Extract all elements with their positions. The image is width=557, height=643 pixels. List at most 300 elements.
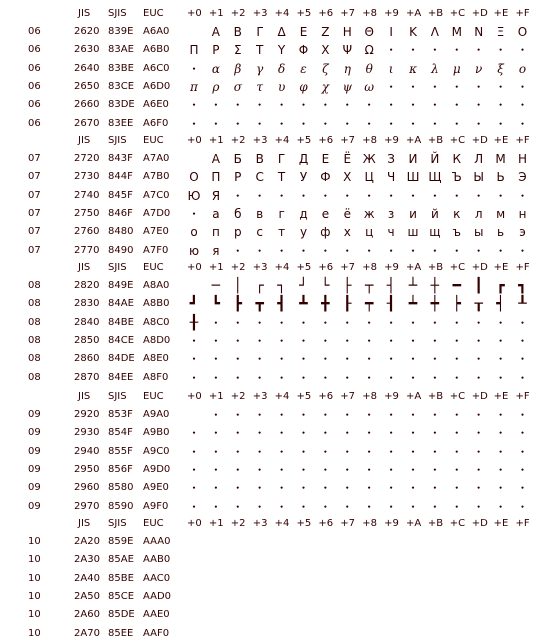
glyph-cell: ・ (231, 98, 244, 113)
glyph-cell: ・ (385, 352, 398, 367)
glyph-cell: λ (431, 61, 439, 76)
row-number: 09 (28, 409, 41, 420)
glyph-cell: х (343, 225, 351, 240)
jis-code: 2650 (74, 80, 100, 92)
column-header: +F (515, 391, 530, 402)
table-section-row-07 (0, 135, 557, 258)
glyph-cell: ・ (516, 352, 529, 367)
header-jis: JIS (78, 518, 91, 529)
glyph-cell: ・ (450, 462, 463, 477)
glyph-cell: ・ (187, 98, 200, 113)
glyph-cell: ・ (209, 315, 222, 330)
column-header: +9 (384, 262, 399, 273)
column-header: +E (493, 135, 509, 146)
column-header: +B (427, 8, 444, 19)
jis-code: 2640 (74, 62, 100, 74)
glyph-cell: ┬ (364, 278, 374, 294)
glyph-cell: ・ (187, 481, 200, 496)
glyph-cell: и (409, 206, 417, 221)
glyph-cell: ・ (428, 116, 441, 131)
row-number: 06 (28, 26, 41, 37)
glyph-cell: Ζ (321, 25, 330, 39)
glyph-cell: Π (189, 43, 199, 58)
column-header: +D (471, 391, 488, 402)
glyph-cell: ・ (406, 79, 419, 94)
column-header: +8 (362, 8, 377, 19)
glyph-cell: ・ (319, 481, 332, 496)
glyph-cell: Г (277, 152, 286, 166)
column-header: +D (471, 135, 488, 146)
jis-code: 2740 (74, 189, 100, 201)
jis-code: 2970 (74, 500, 100, 512)
glyph-cell: ・ (428, 243, 441, 258)
sjis-code: 846F (108, 207, 133, 219)
glyph-cell: ・ (363, 462, 376, 477)
glyph-cell: ┛ (189, 296, 199, 313)
column-header: +C (449, 262, 466, 273)
glyph-cell: ・ (516, 43, 529, 58)
glyph-cell: ・ (494, 315, 507, 330)
glyph-cell: ・ (494, 43, 507, 58)
glyph-cell: Ъ (451, 170, 462, 185)
glyph-cell: ・ (297, 188, 310, 203)
column-header: +0 (187, 135, 202, 146)
column-header: +A (406, 135, 422, 146)
glyph-cell: ・ (516, 333, 529, 348)
column-header: +D (471, 518, 488, 529)
jis-code: 2630 (74, 44, 100, 56)
glyph-cell: ・ (450, 408, 463, 422)
sjis-code: 8580 (108, 482, 134, 494)
column-header: +0 (187, 8, 202, 19)
glyph-cell: ・ (275, 188, 288, 203)
glyph-cell: ・ (450, 370, 463, 385)
glyph-cell: ・ (516, 444, 529, 459)
glyph-cell: ・ (253, 370, 266, 385)
euc-code: A8D0 (143, 334, 171, 346)
row-number: 10 (28, 536, 41, 547)
glyph-cell: ・ (319, 243, 332, 258)
glyph-cell: ・ (406, 43, 419, 58)
glyph-cell: ・ (341, 116, 354, 131)
glyph-cell: ┏ (496, 278, 505, 294)
glyph-cell: Η (342, 25, 352, 39)
column-header: +9 (384, 135, 399, 146)
euc-code: AAA0 (143, 536, 171, 547)
glyph-cell: Ψ (342, 43, 353, 58)
column-header: +4 (274, 518, 290, 529)
glyph-cell: ・ (297, 444, 310, 459)
glyph-cell: ・ (275, 243, 288, 258)
glyph-cell: ・ (341, 481, 354, 496)
glyph-cell: │ (233, 278, 243, 294)
row-number: 07 (28, 189, 41, 201)
euc-code: A8B0 (143, 298, 170, 310)
glyph-cell: ω (364, 79, 375, 94)
glyph-cell: ・ (385, 333, 398, 348)
column-header: +3 (252, 135, 268, 146)
glyph-cell: ・ (363, 116, 376, 131)
glyph-cell: ・ (275, 333, 288, 348)
glyph-cell: ・ (209, 408, 222, 422)
glyph-cell: ・ (428, 481, 441, 496)
glyph-cell: α (211, 61, 220, 76)
glyph-cell: ┷ (408, 296, 418, 313)
column-header: +A (406, 391, 422, 402)
row-number: 08 (28, 316, 41, 328)
row-number: 06 (28, 99, 41, 111)
glyph-cell: Ж (362, 152, 376, 166)
glyph-cell: ・ (450, 499, 463, 514)
sjis-code: 845F (108, 189, 133, 201)
glyph-cell: ・ (341, 243, 354, 258)
glyph-cell: г (278, 206, 285, 221)
glyph-cell: ┤ (386, 278, 396, 294)
column-header: +8 (362, 518, 377, 529)
glyph-cell: ・ (231, 370, 244, 385)
column-header: +A (406, 8, 422, 19)
sjis-code: 8490 (108, 244, 134, 256)
glyph-cell: ・ (450, 444, 463, 459)
glyph-cell: ┰ (474, 296, 483, 313)
glyph-cell: ・ (275, 408, 288, 422)
euc-code: A8F0 (143, 371, 169, 383)
glyph-cell: ┸ (518, 296, 527, 313)
glyph-cell: а (212, 206, 220, 221)
glyph-cell: Ь (496, 170, 505, 185)
glyph-cell: ・ (319, 444, 332, 459)
column-header: +C (449, 8, 466, 19)
glyph-cell: ┫ (277, 296, 286, 313)
euc-code: A8C0 (143, 316, 170, 328)
row-number: 07 (28, 244, 41, 256)
column-header: +3 (252, 262, 268, 273)
glyph-cell: ・ (385, 116, 398, 131)
glyph-cell: φ (299, 79, 308, 94)
glyph-cell: η (343, 61, 351, 76)
glyph-cell: ・ (516, 116, 529, 131)
sjis-code: 853F (108, 409, 133, 420)
glyph-cell: ・ (297, 352, 310, 367)
glyph-cell: б (234, 206, 242, 221)
euc-code: A6E0 (143, 99, 169, 111)
glyph-cell: ・ (385, 444, 398, 459)
column-header: +7 (340, 8, 356, 19)
glyph-cell: Τ (256, 43, 264, 58)
glyph-cell: И (408, 152, 418, 166)
header-jis: JIS (78, 8, 91, 19)
sjis-code: 844F (108, 171, 133, 183)
column-header: +A (406, 262, 422, 273)
jis-code: 2830 (74, 298, 100, 310)
glyph-cell: ・ (275, 462, 288, 477)
glyph-cell: ┥ (496, 296, 505, 313)
sjis-code: 856F (108, 463, 133, 475)
column-header: +A (406, 518, 422, 529)
glyph-cell: Ё (343, 152, 352, 166)
sjis-code: 83AE (108, 44, 134, 56)
glyph-cell: ・ (341, 408, 354, 422)
glyph-cell: ┳ (255, 296, 264, 313)
sjis-code: 839E (108, 26, 134, 37)
glyph-cell: З (387, 152, 395, 166)
glyph-cell: Щ (428, 170, 442, 185)
glyph-cell: Ю (187, 188, 201, 203)
glyph-cell: δ (277, 61, 286, 76)
euc-code: A7C0 (143, 189, 170, 201)
glyph-cell: ・ (406, 333, 419, 348)
glyph-cell: ・ (516, 315, 529, 330)
glyph-cell: ・ (428, 370, 441, 385)
glyph-cell: ・ (472, 499, 485, 514)
glyph-cell: ж (363, 206, 375, 221)
glyph-cell: ・ (319, 426, 332, 441)
glyph-cell: ・ (494, 188, 507, 203)
glyph-cell: ・ (472, 444, 485, 459)
glyph-cell: ┗ (211, 296, 221, 313)
glyph-cell: ・ (406, 188, 419, 203)
glyph-cell (183, 279, 205, 293)
euc-code: AAB0 (143, 554, 171, 566)
sjis-code: 83CE (108, 80, 135, 92)
glyph-cell: ・ (275, 499, 288, 514)
sjis-code: 8480 (108, 226, 134, 238)
glyph-cell: Ц (364, 170, 374, 185)
glyph-cell: й (430, 206, 439, 221)
glyph-cell: ・ (275, 352, 288, 367)
glyph-cell: ・ (450, 333, 463, 348)
glyph-cell: ・ (187, 206, 200, 221)
glyph-cell: ━ (452, 278, 462, 294)
glyph-cell: ・ (363, 243, 376, 258)
jis-code: 2670 (74, 117, 100, 129)
euc-code: AAE0 (143, 609, 170, 621)
glyph-cell: ・ (275, 315, 288, 330)
sjis-code: 84AE (108, 298, 134, 310)
glyph-cell: ・ (494, 370, 507, 385)
glyph-cell: Я (211, 188, 221, 203)
glyph-cell: ・ (363, 188, 376, 203)
column-header: +5 (296, 391, 312, 402)
glyph-cell: ・ (231, 444, 244, 459)
glyph-cell: ・ (428, 499, 441, 514)
table-section-row-08 (0, 262, 557, 385)
glyph-cell: Ч (386, 170, 396, 185)
column-header: +7 (340, 518, 356, 529)
glyph-cell: ・ (253, 462, 266, 477)
column-header: +8 (362, 391, 377, 402)
euc-code: AAD0 (143, 590, 172, 602)
glyph-cell: ╋ (321, 296, 330, 313)
glyph-cell: ・ (385, 98, 398, 113)
glyph-cell: ・ (363, 408, 376, 422)
glyph-cell: ・ (363, 426, 376, 441)
glyph-cell (183, 152, 205, 166)
glyph-cell: Ε (299, 25, 308, 39)
column-header: +E (493, 518, 509, 529)
glyph-cell: ・ (297, 481, 310, 496)
euc-code: A7D0 (143, 207, 171, 219)
glyph-cell: ・ (406, 116, 419, 131)
sjis-code: 854F (108, 427, 133, 439)
column-header: +6 (318, 391, 334, 402)
column-header: +B (427, 135, 444, 146)
glyph-cell: ・ (494, 481, 507, 496)
row-number: 07 (28, 226, 41, 238)
column-header: +C (449, 135, 466, 146)
column-header: +0 (187, 262, 202, 273)
glyph-cell: ・ (253, 243, 266, 258)
header-sjis: SJIS (108, 391, 127, 402)
row-number: 06 (28, 44, 41, 56)
glyph-cell: ・ (385, 315, 398, 330)
glyph-cell: ・ (494, 98, 507, 113)
glyph-cell: Д (298, 152, 309, 166)
glyph-cell: Л (474, 152, 484, 166)
glyph-cell: ・ (275, 444, 288, 459)
glyph-cell: ┼ (430, 278, 440, 294)
glyph-cell: Ξ (496, 25, 505, 39)
glyph-cell: ┣ (233, 296, 243, 313)
glyph-cell: ・ (406, 243, 419, 258)
glyph-cell: ・ (319, 352, 332, 367)
glyph-cell: ・ (319, 98, 332, 113)
glyph-cell: ・ (406, 426, 419, 441)
glyph-cell: ・ (319, 370, 332, 385)
glyph-cell: ・ (363, 370, 376, 385)
glyph-cell: ・ (494, 79, 507, 94)
row-number: 07 (28, 171, 41, 183)
header-sjis: SJIS (108, 518, 127, 529)
row-number: 10 (28, 627, 41, 639)
row-number: 09 (28, 427, 41, 439)
glyph-cell: Λ (430, 25, 439, 39)
euc-code: A7F0 (143, 244, 169, 256)
glyph-cell: ・ (231, 352, 244, 367)
glyph-cell: ・ (450, 116, 463, 131)
glyph-cell: ・ (472, 116, 485, 131)
glyph-cell: ・ (231, 333, 244, 348)
glyph-cell: М (495, 152, 506, 166)
jis-code: 2770 (74, 244, 100, 256)
glyph-cell: я (212, 243, 220, 258)
jis-code: 2930 (74, 427, 100, 439)
column-header: +8 (362, 135, 377, 146)
sjis-code: 83BE (108, 62, 134, 74)
glyph-cell (183, 408, 205, 422)
glyph-cell: ・ (231, 481, 244, 496)
sjis-code: 855F (108, 445, 133, 457)
column-header: +1 (208, 391, 224, 402)
glyph-cell: ・ (406, 370, 419, 385)
glyph-cell: Γ (256, 25, 264, 39)
glyph-cell: ・ (297, 408, 310, 422)
glyph-cell: ・ (297, 243, 310, 258)
table-section-row-10 (0, 518, 557, 639)
header-euc: EUC (143, 8, 164, 19)
glyph-cell: ┨ (386, 296, 396, 313)
glyph-cell: ・ (406, 408, 419, 422)
glyph-cell: ・ (253, 188, 266, 203)
glyph-cell: т (278, 225, 286, 240)
column-header: +9 (384, 8, 399, 19)
glyph-cell: ・ (363, 352, 376, 367)
glyph-cell: ё (343, 206, 351, 221)
glyph-cell: ・ (209, 499, 222, 514)
glyph-cell: В (255, 152, 264, 166)
row-number: 09 (28, 482, 41, 494)
glyph-cell: ・ (450, 426, 463, 441)
sjis-code: 843F (108, 153, 133, 164)
table-section-row-06 (0, 8, 557, 131)
glyph-cell: ・ (472, 333, 485, 348)
glyph-cell: Σ (234, 43, 242, 58)
glyph-cell: ・ (472, 462, 485, 477)
jis-code: 2A40 (74, 572, 100, 584)
glyph-cell: ・ (341, 370, 354, 385)
glyph-cell: ф (320, 225, 331, 240)
jis-code: 2850 (74, 334, 100, 346)
glyph-cell: ・ (253, 499, 266, 514)
glyph-cell: ・ (428, 408, 441, 422)
jis-code: 2A50 (74, 590, 100, 602)
glyph-cell: Δ (277, 25, 286, 39)
euc-code: AAF0 (143, 627, 170, 639)
sjis-code: 85DE (108, 609, 135, 621)
glyph-cell: ・ (472, 408, 485, 422)
glyph-cell: ・ (275, 98, 288, 113)
glyph-cell: Α (211, 25, 220, 39)
row-number: 10 (28, 590, 41, 602)
glyph-cell: ・ (472, 79, 485, 94)
glyph-cell: ┌ (255, 278, 264, 294)
glyph-cell: ・ (253, 333, 266, 348)
glyph-cell: ・ (187, 426, 200, 441)
glyph-cell: ・ (450, 79, 463, 94)
glyph-cell: ・ (209, 481, 222, 496)
glyph-cell: С (255, 170, 264, 185)
sjis-code: 84BE (108, 316, 134, 328)
glyph-cell: ・ (319, 116, 332, 131)
glyph-cell: у (299, 225, 308, 240)
column-header: +8 (362, 262, 377, 273)
glyph-cell: ・ (231, 188, 244, 203)
glyph-cell: π (190, 79, 198, 94)
glyph-cell: ・ (209, 462, 222, 477)
glyph-cell: ι (388, 61, 394, 76)
column-header: +F (515, 518, 530, 529)
column-header: +5 (296, 518, 312, 529)
jis-code: 2960 (74, 482, 100, 494)
glyph-cell: ・ (516, 408, 529, 422)
glyph-cell: χ (321, 79, 330, 94)
glyph-cell: ├ (343, 278, 352, 294)
glyph-cell: Φ (298, 43, 309, 58)
glyph-cell: Р (234, 170, 242, 185)
glyph-cell: Ν (474, 25, 484, 39)
glyph-cell: ψ (342, 79, 352, 94)
glyph-cell: ・ (297, 315, 310, 330)
sjis-code: 83EE (108, 117, 134, 129)
glyph-cell: ・ (253, 426, 266, 441)
glyph-cell: Ω (364, 43, 374, 58)
euc-code: A6B0 (143, 44, 170, 56)
glyph-cell: ・ (341, 352, 354, 367)
glyph-cell: ц (365, 225, 374, 240)
glyph-cell: ・ (406, 499, 419, 514)
glyph-cell: ・ (275, 370, 288, 385)
column-header: +E (493, 262, 509, 273)
